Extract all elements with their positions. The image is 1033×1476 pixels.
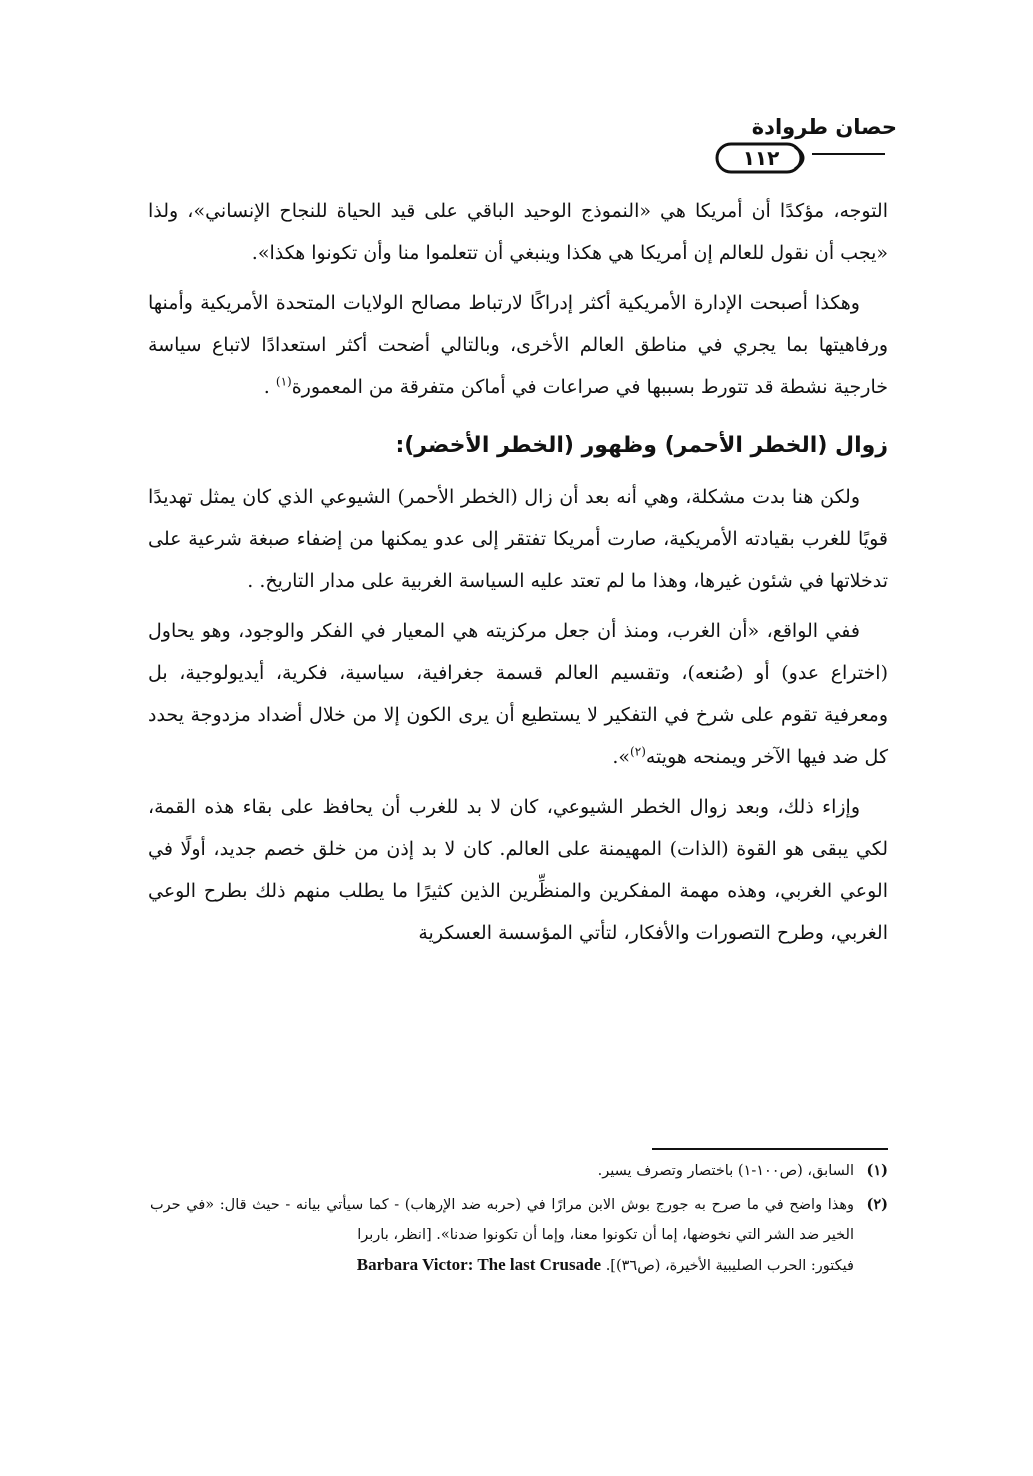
footnote-1-text: السابق، (ص١٠٠-١) باختصار وتصرف يسير. xyxy=(597,1163,854,1179)
paragraph-4-text: ففي الواقع، «أن الغرب، ومنذ أن جعل مركزيته هي المعيار في الفكر والوجود، وهو يحاول (اختراع عدو) أو (صُنعه)، وتقسيم العالم قسمة جغرافية، سياسية، فكرية، أيديولوجية، بل ومعرفية تقوم على شرخ في التفكير لا يستطيع أن يرى الكون إلا من خلال أضداد مزدوجة يحدد كل ضد فيها الآخر ويمنحه هويته xyxy=(148,620,888,768)
footnote-rule xyxy=(652,1148,888,1150)
section-heading: زوال (الخطر الأحمر) وظهور (الخطر الأخضر): xyxy=(395,433,888,458)
paragraph-3: ولكن هنا بدت مشكلة، وهي أنه بعد أن زال (الخطر الأحمر) الشيوعي الذي كان يمثل تهديدًا قويًا للغرب بقيادته الأمريكية، صارت أمريكا تفتقر إلى عدو يمكنها من إضفاء صبغة شرعية على تدخلاتها في شئون غيرها، وهذا ما لم تعتد عليه السياسة الغربية على مدار التاريخ. . xyxy=(148,486,888,592)
footnote-2-source-english: Barbara Victor: The last Crusade xyxy=(356,1255,602,1274)
paragraph-1: التوجه، مؤكدًا أن أمريكا هي «النموذج الوحيد الباقي على قيد الحياة للنجاح الإنساني»، ولذا «يجب أن نقول للعالم إن أمريكا هي هكذا وينبغي أن تتعلموا منا وأن تكونوا هكذا». xyxy=(148,200,888,264)
footnote-1-mark: (١) xyxy=(866,1162,888,1179)
footnote-2 xyxy=(150,1190,888,1281)
footnote-2-source xyxy=(150,1250,854,1281)
footnote-1 xyxy=(150,1156,888,1186)
paragraph-5: وإزاء ذلك، وبعد زوال الخطر الشيوعي، كان لا بد للغرب أن يحافظ على بقاء هذه القمة، لكي يبقى هو القوة (الذات) المهيمنة على العالم. كان لا بد إذن من خلق خصم جديد، أولًا في الوعي الغربي، وهذه مهمة المفكرين والمنظِّرين الذين كثيرًا ما يطلب منهم ذلك بطرح الوعي الغربي، وطرح التصورات والأفكار، لتأتي المؤسسة العسكرية xyxy=(148,796,888,944)
footnote-2-body xyxy=(150,1190,854,1281)
header-rule xyxy=(812,153,885,155)
footnote-2-mark: (٢) xyxy=(866,1196,888,1213)
page-number-badge xyxy=(715,142,813,174)
footnote-2-text: وهذا واضح في ما صرح به جورج بوش الابن مرارًا في (حربه ضد الإرهاب) - كما سيأتي بيانه - حيث قال: «في حرب الخير ضد الشر التي نخوضها، إما أن تكونوا معنا، وإما أن تكونوا ضدنا». [انظر، باربرا xyxy=(150,1197,854,1243)
footnote-ref-2: (٢) xyxy=(630,744,646,759)
footnotes xyxy=(150,1156,888,1285)
page-number: ١١٢ xyxy=(742,146,780,170)
paragraph-2-end: . xyxy=(263,376,276,398)
running-title: حصان طروادة xyxy=(751,115,897,139)
footnote-ref-1: (١) xyxy=(275,374,292,389)
footnote-2-source-arabic: فيكتور: الحرب الصليبية الأخيرة، (ص٣٦)]. xyxy=(605,1258,854,1274)
paragraph-4-end: ». xyxy=(612,746,631,768)
main-text xyxy=(148,190,888,962)
paragraph-2-text: وهكذا أصبحت الإدارة الأمريكية أكثر إدراكًا لارتباط مصالح الولايات المتحدة الأمريكية وأمنها ورفاهيتها بما يجري في مناطق العالم الأخرى، وبالتالي أضحت أكثر استعدادًا لاتباع سياسة خارجية نشطة قد تتورط بسببها في صراعات في أماكن متفرقة من المعمورة xyxy=(148,292,888,398)
paragraph-2 xyxy=(148,282,888,408)
paragraph-4 xyxy=(148,610,888,778)
